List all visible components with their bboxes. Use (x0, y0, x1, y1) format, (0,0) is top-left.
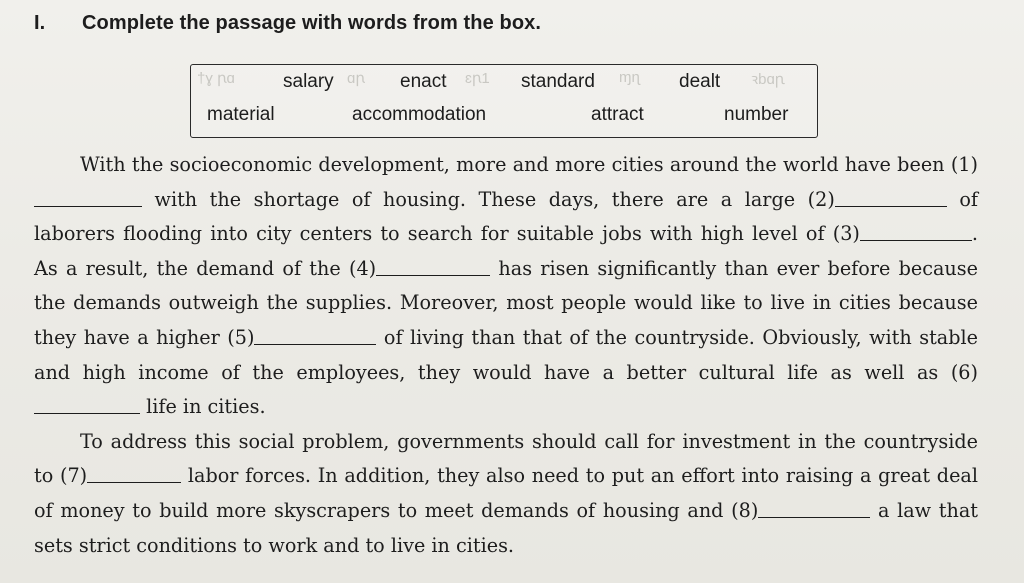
answer-blank-8[interactable] (758, 498, 870, 518)
answer-blank-1[interactable] (34, 186, 142, 206)
exercise-number: I. (34, 12, 46, 34)
passage-paragraph-2: To address this social problem, governments should call for investment in the countryside to (7) labor forces. In addition, they also need to put an effort into raising a great deal of money to build more skyscrapers to meet demands of housing and (8) a law that sets strict conditions to work and to live in cities. (34, 429, 978, 557)
show-through-text: ɛꞃ1 (465, 70, 490, 87)
box-word: dealt (679, 71, 721, 92)
answer-blank-2[interactable] (835, 186, 947, 206)
show-through-text: †ɣ ꞃɑ (197, 70, 235, 87)
answer-blank-4[interactable] (376, 256, 490, 276)
box-word: number (724, 104, 789, 125)
box-word: accommodation (352, 104, 487, 125)
box-word: salary (283, 71, 334, 92)
show-through-text: ɑꞃ (347, 70, 365, 87)
answer-blank-6[interactable] (34, 394, 140, 414)
box-word: material (207, 104, 275, 125)
passage (34, 148, 978, 563)
answer-blank-3[interactable] (860, 221, 972, 241)
box-word: standard (521, 71, 595, 92)
word-box (190, 64, 818, 138)
exercise-heading (34, 12, 541, 35)
exercise-instruction: Complete the passage with words from the box. (82, 12, 542, 34)
answer-blank-5[interactable] (254, 325, 376, 345)
answer-blank-7[interactable] (87, 463, 181, 483)
show-through-text: ꝛbɑꞃ (751, 71, 786, 88)
show-through-text: ɱɳ (619, 69, 640, 86)
box-word: attract (591, 104, 644, 125)
passage-paragraph-1: With the socioeconomic development, more and more cities around the world have been (1) with the shortage of housing. These days, there are a large (2) of laborers flooding into city centers to search for suitable jobs with high level of (3) . As a result, the demand of the (4) has risen significantly than ever before because the demands outweigh the supplies. Moreover, most people would like to live in cities because they have a higher (5) of living than that of the countryside. Obviously, with stable and high income of the employees, they would have a better cultural life as well as (6) life in cities. (34, 153, 978, 419)
box-word: enact (400, 71, 447, 92)
